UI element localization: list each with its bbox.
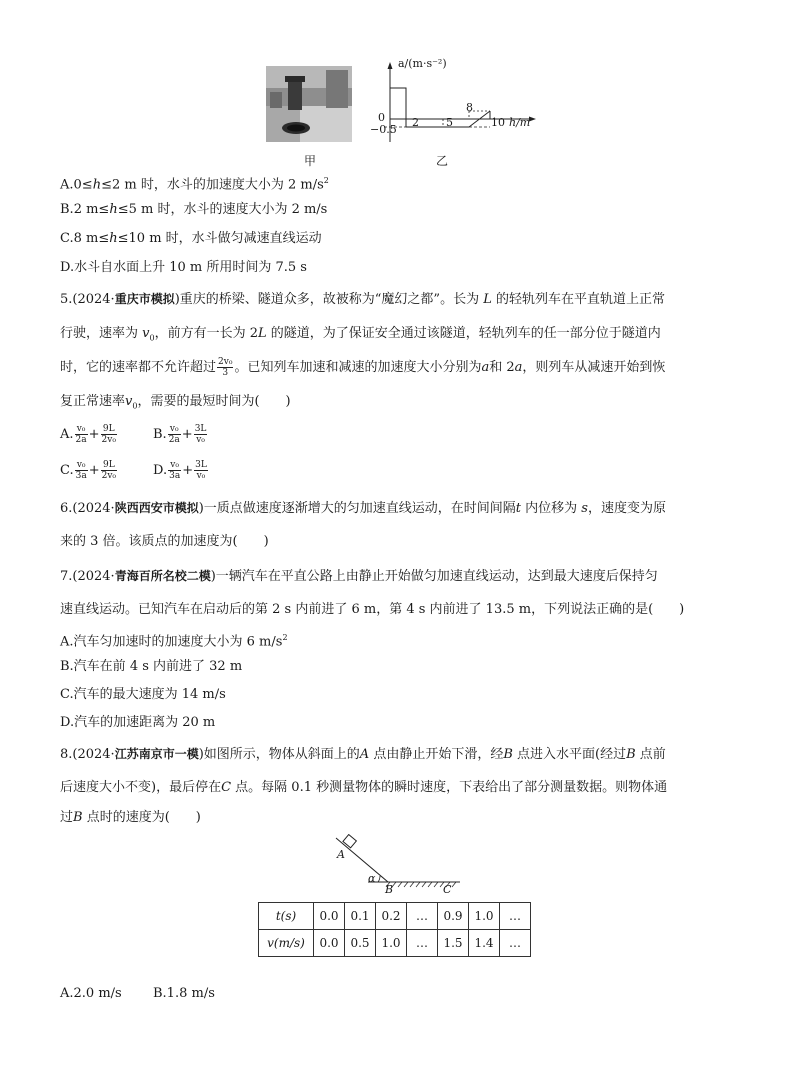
q5-line-1: 5.(2024·重庆市模拟)重庆的桥梁、隧道众多，故被称为“魔幻之都”。长为 L 的轻轨列车在平直轨道上正常 [60, 292, 665, 307]
q8-option-a: A.2.0 m/s [60, 986, 122, 1001]
table-cell: 1.0 [469, 903, 500, 930]
incline-label-alpha: α [368, 872, 376, 885]
acceleration-height-graph [368, 58, 538, 153]
table-cell: … [407, 903, 438, 930]
table-row [259, 930, 531, 957]
x-tick-10: 10 [491, 116, 505, 129]
table-cell: … [407, 930, 438, 957]
q5-line-2: 行驶，速率为 $v_0$，前方有一长为 2L 的隧道，为了保证安全通过该隧道，轻轨列车的任一部分位于隧道内 [60, 326, 661, 343]
q7-option-c: C.汽车的最大速度为 14 m/s [60, 687, 226, 702]
table-cell: 0.0 [314, 903, 345, 930]
figure-caption-yi: 乙 [436, 154, 449, 168]
q5-option-a: A. $\frac{\text{v₀}}{2a}$ + $\frac{9L}{\text{2v₀}}$ [60, 424, 116, 445]
q4-option-c: C.8 m≤h≤10 m 时，水斗做匀减速直线运动 [60, 231, 322, 246]
table-cell: 0.2 [376, 903, 407, 930]
q4-option-d: D.水斗自水面上升 10 m 所用时间为 7.5 s [60, 260, 307, 275]
q8-line-1: 8.(2024·江苏南京市一模)如图所示，物体从斜面上的A 点由静止开始下滑，经B 点进入水平面(经过B 点前 [60, 747, 666, 762]
x-tick-2: 2 [412, 116, 419, 129]
table-cell: t(s) [259, 903, 314, 930]
q7-option-d: D.汽车的加速距离为 20 m [60, 715, 216, 730]
table-cell: 1.0 [376, 930, 407, 957]
table-cell: 0.1 [345, 903, 376, 930]
q5-option-b: B. $\frac{\text{v₀}}{2a}$ + $\frac{3L}{\text{v₀}}$ [153, 424, 207, 445]
q7-line-2: 速直线运动。已知汽车在启动后的第 2 s 内前进了 6 m，第 4 s 内前进了 13.5 m，下列说法正确的是( ) [60, 602, 685, 617]
incline-label-b: B [385, 883, 394, 896]
velocity-time-table [258, 902, 531, 957]
table-cell: 1.5 [438, 930, 469, 957]
q7-line-1: 7.(2024·青海百所名校二模)一辆汽车在平直公路上由静止开始做匀加速直线运动，达到最大速度后保持匀 [60, 569, 658, 584]
well-photo [266, 66, 352, 142]
neg-tick-label: −0.5 [370, 123, 397, 136]
q6-line-2: 来的 3 倍。该质点的加速度为( ) [60, 534, 269, 549]
q4-option-b: B.2 m≤h≤5 m 时，水斗的速度大小为 2 m/s [60, 202, 328, 217]
table-cell: 0.5 [345, 930, 376, 957]
x-tick-5: 5 [446, 116, 453, 129]
speed-limit-fraction: $\frac{\text{2v₀}}{3}$ [218, 357, 233, 378]
incline-label-a: A [337, 848, 345, 861]
origin-label: 0 [378, 111, 385, 124]
q7-option-a: A.汽车匀加速时的加速度大小为 6 $m/s^2$ [60, 633, 288, 650]
table-cell: 0.9 [438, 903, 469, 930]
q7-option-b: B.汽车在前 4 s 内前进了 32 m [60, 659, 243, 674]
table-cell: 1.4 [469, 930, 500, 957]
x-axis-label: h/m [509, 116, 531, 129]
q8-option-b: B.1.8 m/s [153, 986, 215, 1001]
q5-line-4: 复正常速率$v_0$，需要的最短时间为( ) [60, 394, 291, 411]
q5-option-c: C. $\frac{\text{v₀}}{3a}$ + $\frac{9L}{\text{2v₀}}$ [60, 460, 117, 481]
x-tick-8: 8 [466, 101, 473, 114]
incline-label-c: C [443, 883, 452, 896]
q5-option-d: D. $\frac{\text{v₀}}{3a}$ + $\frac{3L}{\text{v₀}}$ [153, 460, 207, 481]
q4-option-a: A.0≤h≤2 m 时，水斗的加速度大小为 2 $m/s^2$ [60, 176, 329, 193]
table-cell: 0.0 [314, 930, 345, 957]
figure-caption-jia: 甲 [304, 154, 317, 168]
q6-line-1: 6.(2024·陕西西安市模拟)一质点做速度逐渐增大的匀加速直线运动，在时间间隔t 内位移为 s，速度变为原 [60, 501, 666, 516]
q8-line-2: 后速度大小不变)，最后停在C 点。每隔 0.1 秒测量物体的瞬时速度，下表给出了部分测量数据。则物体通 [60, 780, 668, 795]
table-cell: v(m/s) [259, 930, 314, 957]
table-row [259, 903, 531, 930]
q5-line-3: 时，它的速率都不允许超过 $\frac{\text{2v₀}}{3}$ 。已知列车加速和减速的加速度大小分别为a和 2a，则列车从减速开始到恢 [60, 357, 666, 378]
q8-line-3: 过B 点时的速度为( ) [60, 810, 201, 825]
table-cell: … [500, 903, 531, 930]
y-axis-label: a/(m·s⁻²) [398, 57, 447, 70]
table-cell: … [500, 930, 531, 957]
